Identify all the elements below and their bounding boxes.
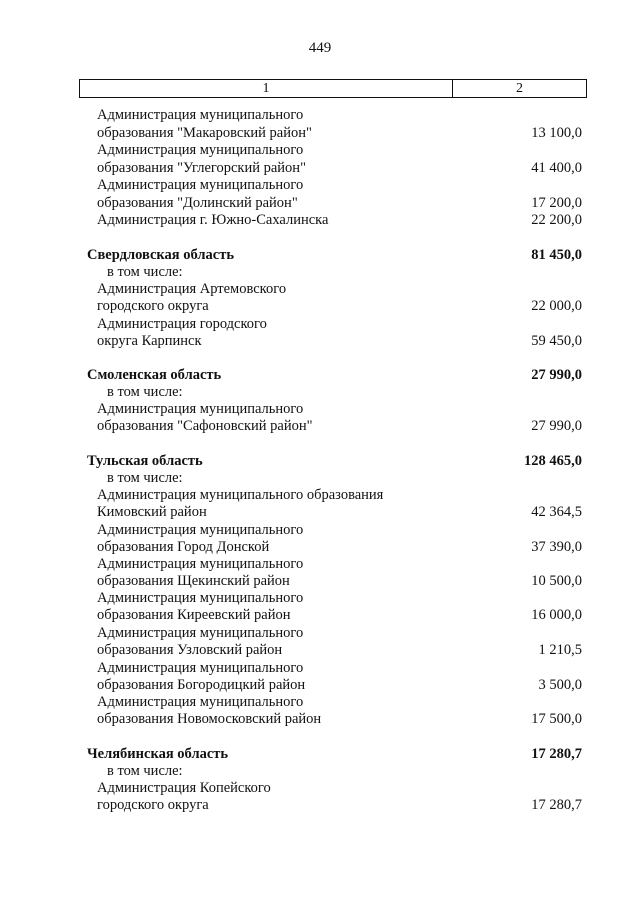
table-row: [0, 298, 640, 315]
table-row: [0, 694, 640, 711]
row-amount: 37 390,0: [531, 539, 582, 555]
row-amount: 59 450,0: [531, 333, 582, 349]
column-2-header: 2: [516, 81, 523, 96]
table-row: [0, 590, 640, 607]
row-label: городского округа: [97, 298, 209, 314]
table-row: [0, 677, 640, 694]
row-amount: 17 200,0: [531, 195, 582, 211]
table-row: [0, 316, 640, 333]
region-row: [0, 367, 640, 384]
region-name: Свердловская область: [87, 247, 235, 263]
table-row: [0, 487, 640, 504]
row-label: Администрация муниципального: [97, 590, 304, 606]
subtotal-caption-row: [0, 763, 640, 780]
row-label: Администрация муниципального: [97, 522, 304, 538]
row-label: образования Город Донской: [97, 539, 270, 555]
row-label: Администрация муниципального: [97, 694, 304, 710]
row-label: образования Новомосковский район: [97, 711, 322, 727]
table-row: [0, 212, 640, 229]
table-row: [0, 418, 640, 435]
table-row: [0, 642, 640, 659]
row-label: Администрация муниципального образования: [97, 487, 384, 503]
row-label: Администрация муниципального: [97, 107, 304, 123]
table-row: [0, 556, 640, 573]
subtotal-caption-row: [0, 470, 640, 487]
row-amount: 17 280,7: [531, 797, 582, 813]
table-row: [0, 522, 640, 539]
table-row: [0, 780, 640, 797]
table-row: [0, 195, 640, 212]
row-label: Администрация муниципального: [97, 177, 304, 193]
row-amount: 17 500,0: [531, 711, 582, 727]
table-header: [79, 79, 587, 98]
row-label: Администрация городского: [97, 316, 267, 332]
region-name: Смоленская область: [87, 367, 222, 383]
table-row: [0, 281, 640, 298]
row-label: образования Киреевский район: [97, 607, 291, 623]
row-label: городского округа: [97, 797, 209, 813]
row-label: в том числе:: [107, 763, 183, 779]
subtotal-caption-row: [0, 384, 640, 401]
row-label: в том числе:: [107, 264, 183, 280]
row-label: Администрация Копейского: [97, 780, 271, 796]
row-label: Администрация муниципального: [97, 556, 304, 572]
region-row: [0, 746, 640, 763]
row-label: образования "Углегорский район": [97, 160, 306, 176]
table-row: [0, 797, 640, 814]
row-label: Администрация Артемовского: [97, 281, 287, 297]
row-label: Администрация г. Южно-Сахалинска: [97, 212, 329, 228]
region-name: Челябинская область: [87, 746, 229, 762]
row-amount: 10 500,0: [531, 573, 582, 589]
row-amount: 13 100,0: [531, 125, 582, 141]
row-label: Администрация муниципального: [97, 142, 304, 158]
row-label: образования "Долинский район": [97, 195, 298, 211]
table-row: [0, 107, 640, 124]
row-amount: 27 990,0: [531, 418, 582, 434]
page-number: 449: [308, 40, 332, 56]
region-total: 27 990,0: [531, 367, 582, 383]
row-amount: 42 364,5: [531, 504, 582, 520]
row-label: в том числе:: [107, 470, 183, 486]
region-total: 81 450,0: [531, 247, 582, 263]
row-label: Администрация муниципального: [97, 660, 304, 676]
table-row: [0, 660, 640, 677]
table-row: [0, 177, 640, 194]
row-label: образования "Сафоновский район": [97, 418, 313, 434]
table-row: [0, 333, 640, 350]
table-row: [0, 125, 640, 142]
row-label: Кимовский район: [97, 504, 207, 520]
row-amount: 41 400,0: [531, 160, 582, 176]
region-name: Тульская область: [87, 453, 203, 469]
table-row: [0, 504, 640, 521]
table-row: [0, 607, 640, 624]
row-label: в том числе:: [107, 384, 183, 400]
row-label: образования Богородицкий район: [97, 677, 306, 693]
row-label: Администрация муниципального: [97, 401, 304, 417]
region-total: 17 280,7: [531, 746, 582, 762]
table-row: [0, 539, 640, 556]
region-row: [0, 453, 640, 470]
table-row: [0, 160, 640, 177]
row-label: округа Карпинск: [97, 333, 202, 349]
row-label: образования "Макаровский район": [97, 125, 312, 141]
row-amount: 16 000,0: [531, 607, 582, 623]
table-row: [0, 711, 640, 728]
row-label: образования Узловский район: [97, 642, 283, 658]
table-row: [0, 625, 640, 642]
row-amount: 22 200,0: [531, 212, 582, 228]
table-row: [0, 401, 640, 418]
region-total: 128 465,0: [524, 453, 582, 469]
row-amount: 22 000,0: [531, 298, 582, 314]
table-row: [0, 573, 640, 590]
subtotal-caption-row: [0, 264, 640, 281]
row-amount: 3 500,0: [538, 677, 582, 693]
row-label: образования Щекинский район: [97, 573, 290, 589]
region-row: [0, 247, 640, 264]
row-label: Администрация муниципального: [97, 625, 304, 641]
table-row: [0, 142, 640, 159]
column-1-header: 1: [80, 80, 453, 97]
row-amount: 1 210,5: [538, 642, 582, 658]
